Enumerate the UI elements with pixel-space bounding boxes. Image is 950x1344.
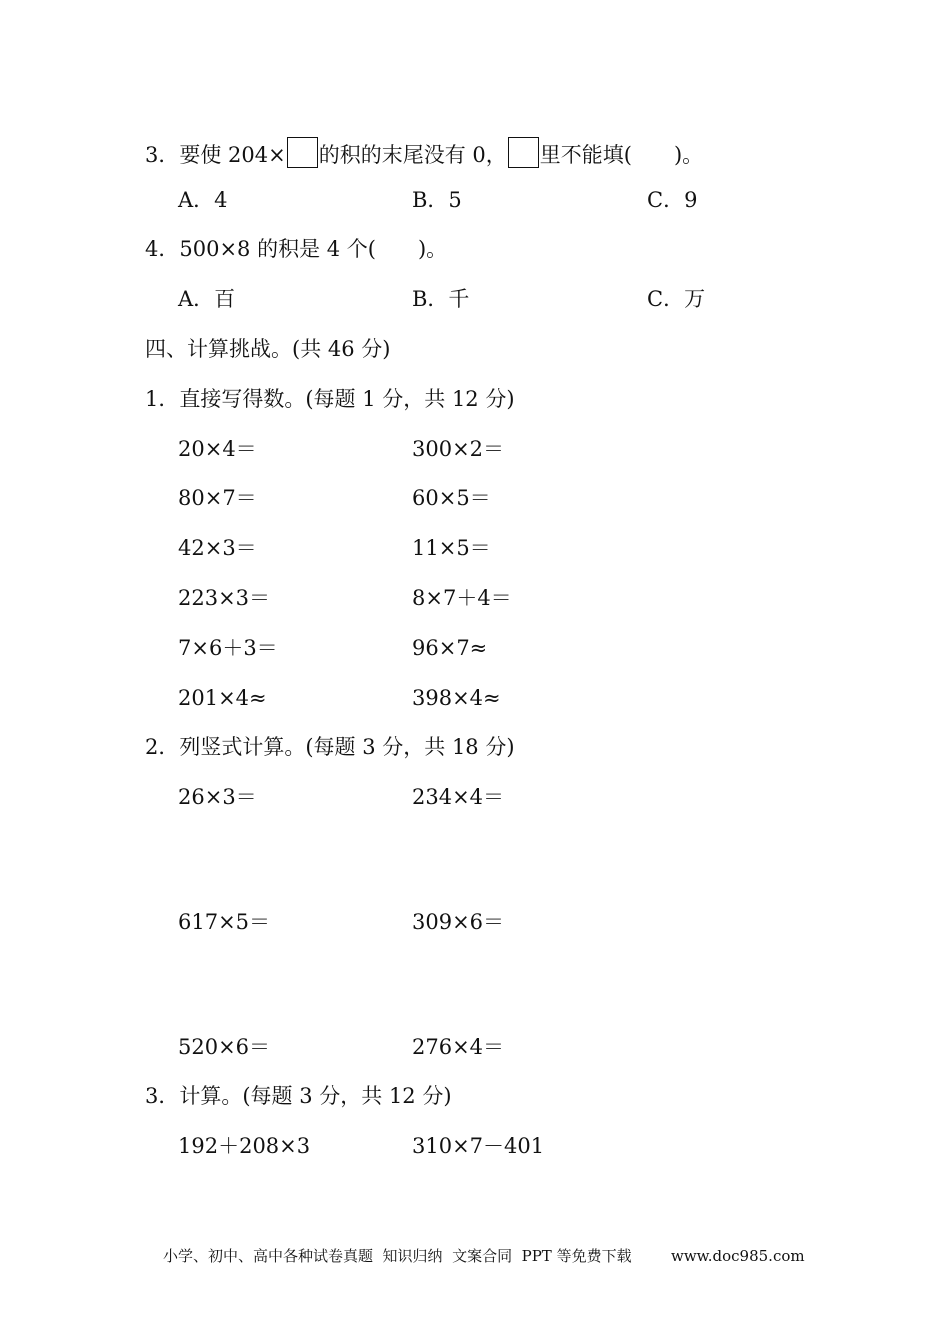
vertical-calc-item: 26×3＝ xyxy=(178,785,257,809)
vertical-calc-item: 520×6＝ xyxy=(178,1035,271,1059)
question-4-option-c: C．万 xyxy=(647,287,706,311)
question-4-stem: 4．500×8 的积是 4 个( )。 xyxy=(145,237,448,261)
question-3-option-b: B．5 xyxy=(412,188,462,212)
question-3-middle: 的积的末尾没有 0， xyxy=(318,143,507,167)
footer-website: www.doc985.com xyxy=(671,1247,805,1265)
answer-box xyxy=(287,137,318,168)
oral-calc-item: 7×6＋3＝ xyxy=(178,636,278,660)
question-4-option-a: A．百 xyxy=(178,287,236,311)
oral-calc-item: 300×2＝ xyxy=(412,437,505,461)
oral-calc-item: 80×7＝ xyxy=(178,486,257,510)
vertical-calc-item: 309×6＝ xyxy=(412,910,505,934)
mixed-calc-item: 192＋208×3 xyxy=(178,1134,311,1158)
vertical-calc-item: 234×4＝ xyxy=(412,785,505,809)
question-3-stem xyxy=(145,137,703,168)
vertical-calc-item: 276×4＝ xyxy=(412,1035,505,1059)
question-3-suffix: 里不能填( )。 xyxy=(539,143,704,167)
part-3-title: 3．计算。(每题 3 分，共 12 分) xyxy=(145,1084,452,1108)
mixed-calc-item: 310×7－401 xyxy=(412,1134,545,1158)
oral-calc-item: 11×5＝ xyxy=(412,536,491,560)
oral-calc-item: 8×7＋4＝ xyxy=(412,586,512,610)
vertical-calc-item: 617×5＝ xyxy=(178,910,271,934)
question-3-prefix: 3．要使 204× xyxy=(145,143,286,167)
part-2-title: 2．列竖式计算。(每题 3 分，共 18 分) xyxy=(145,735,515,759)
oral-calc-item: 201×4≈ xyxy=(178,686,267,710)
oral-calc-item: 60×5＝ xyxy=(412,486,491,510)
oral-calc-item: 42×3＝ xyxy=(178,536,257,560)
question-4-option-b: B．千 xyxy=(412,287,470,311)
answer-box xyxy=(508,137,539,168)
oral-calc-item: 96×7≈ xyxy=(412,636,488,660)
oral-calc-item: 398×4≈ xyxy=(412,686,501,710)
footer-tagline: 小学、初中、高中各种试卷真题 知识归纳 文案合同 PPT 等免费下载 xyxy=(163,1247,632,1265)
section-4-title: 四、计算挑战。(共 46 分) xyxy=(145,337,391,361)
oral-calc-item: 223×3＝ xyxy=(178,586,271,610)
oral-calc-item: 20×4＝ xyxy=(178,437,257,461)
part-1-title: 1．直接写得数。(每题 1 分，共 12 分) xyxy=(145,387,515,411)
question-3-option-c: C．9 xyxy=(647,188,698,212)
question-3-option-a: A．4 xyxy=(178,188,228,212)
